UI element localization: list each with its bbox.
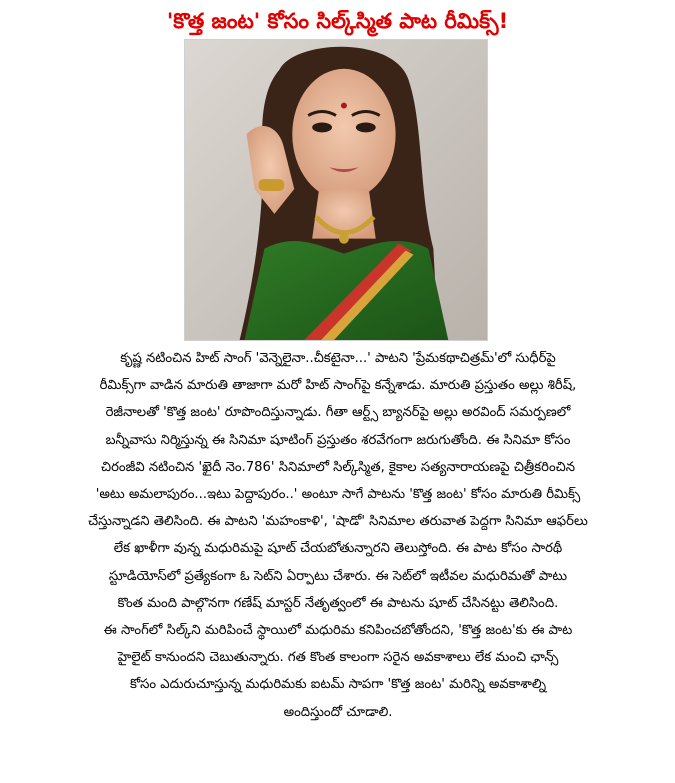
article-line: రీమిక్స్‌గా వాడిన మారుతి తాజాగా మరో హిట్ సాంగ్‌పై కన్నేశాడు. మారుతి ప్రస్తుతం అల్లు శిరీష్, — [99, 378, 577, 394]
article-body — [18, 345, 658, 726]
article-line: రెజీనాలతో 'కొత్త జంట' రూపొందిస్తున్నాడు. గీతా ఆర్ట్స్ బ్యానర్‌పై అల్లు అరవింద్ సమర్పణలో — [105, 405, 571, 421]
article-line: హైలైట్ కానుందని చెబుతున్నారు. గత కొంత కాలంగా సరైన అవకాశాలు లేక మంచి ఛాన్స్ — [117, 650, 559, 666]
article-line: లేక ఖాళీగా వున్న మధురిమపై షూట్ చేయబోతున్నారని తెలుస్తోంది. ఈ పాట కోసం సారథీ — [113, 541, 563, 557]
article-line: అందిస్తుందో చూడాలి. — [283, 704, 393, 720]
article-photo — [184, 39, 488, 341]
article-line: కోసం ఎదురుచూస్తున్న మధురిమకు ఐటమ్ సాపగా 'కొత్త జంట' మరిన్ని అవకాశాల్ని — [129, 677, 547, 693]
article-line: చిరంజీవి నటించిన 'ఖైదీ నెం.786' సినిమాలో సిల్క్‌స్మిత, కైకాల సత్యనారాయణపై చిత్రీకరించిన — [101, 459, 575, 475]
article-line: ఈ సాంగ్‌లో సిల్క్‌ని మరిపించే స్థాయిలో మధురిమ కనిపించబోతోందని, 'కొత్త జంట'కు ఈ పాట — [103, 623, 573, 639]
woman-in-green-saree-photo-icon — [185, 40, 487, 340]
article-line: చేస్తున్నాడని తెలిసింది. ఈ పాటని 'మహంకాళి', 'షాడో' సినిమాల తరువాత పెద్దగా సినిమా ఆఫర్‌లు — [88, 514, 588, 530]
article-line: కొంత మంది పాల్గొనగా గణేష్ మాస్టర్ నేతృత్వంలో ఈ పాటను షూట్ చేసినట్టు తెలిసింది. — [117, 595, 559, 611]
article-line: స్టూడియోస్‌లో ప్రత్యేకంగా ఓ సెట్‌ని ఏర్పాటు చేశారు. ఈ సెట్‌లో ఇటీవల మధురిమతో పాటు — [108, 568, 568, 584]
article-headline: 'కొత్త జంట' కోసం సిల్క్‌స్మిత పాట రీమిక్స్! — [166, 9, 509, 33]
article-line: కృష్ణ నటించిన హిట్ సాంగ్ 'వెన్నెలైనా..చీకటైనా...' పాటని 'ప్రేమకథాచిత్రమ్'లో సుధీర్‌పై — [120, 351, 556, 366]
article-line: 'అటు అమలాపురం...ఇటు పెద్దాపురం..' అంటూ సాగే పాటను 'కొత్త జంట' కోసం మారుతి రీమిక్స్ — [95, 487, 581, 503]
article-line: బన్నీవాసు నిర్మిస్తున్న ఈ సినిమా షూటింగ్ ప్రస్తుతం శరవేగంగా జరుగుతోంది. ఈ సినిమా కోసం — [105, 432, 571, 448]
